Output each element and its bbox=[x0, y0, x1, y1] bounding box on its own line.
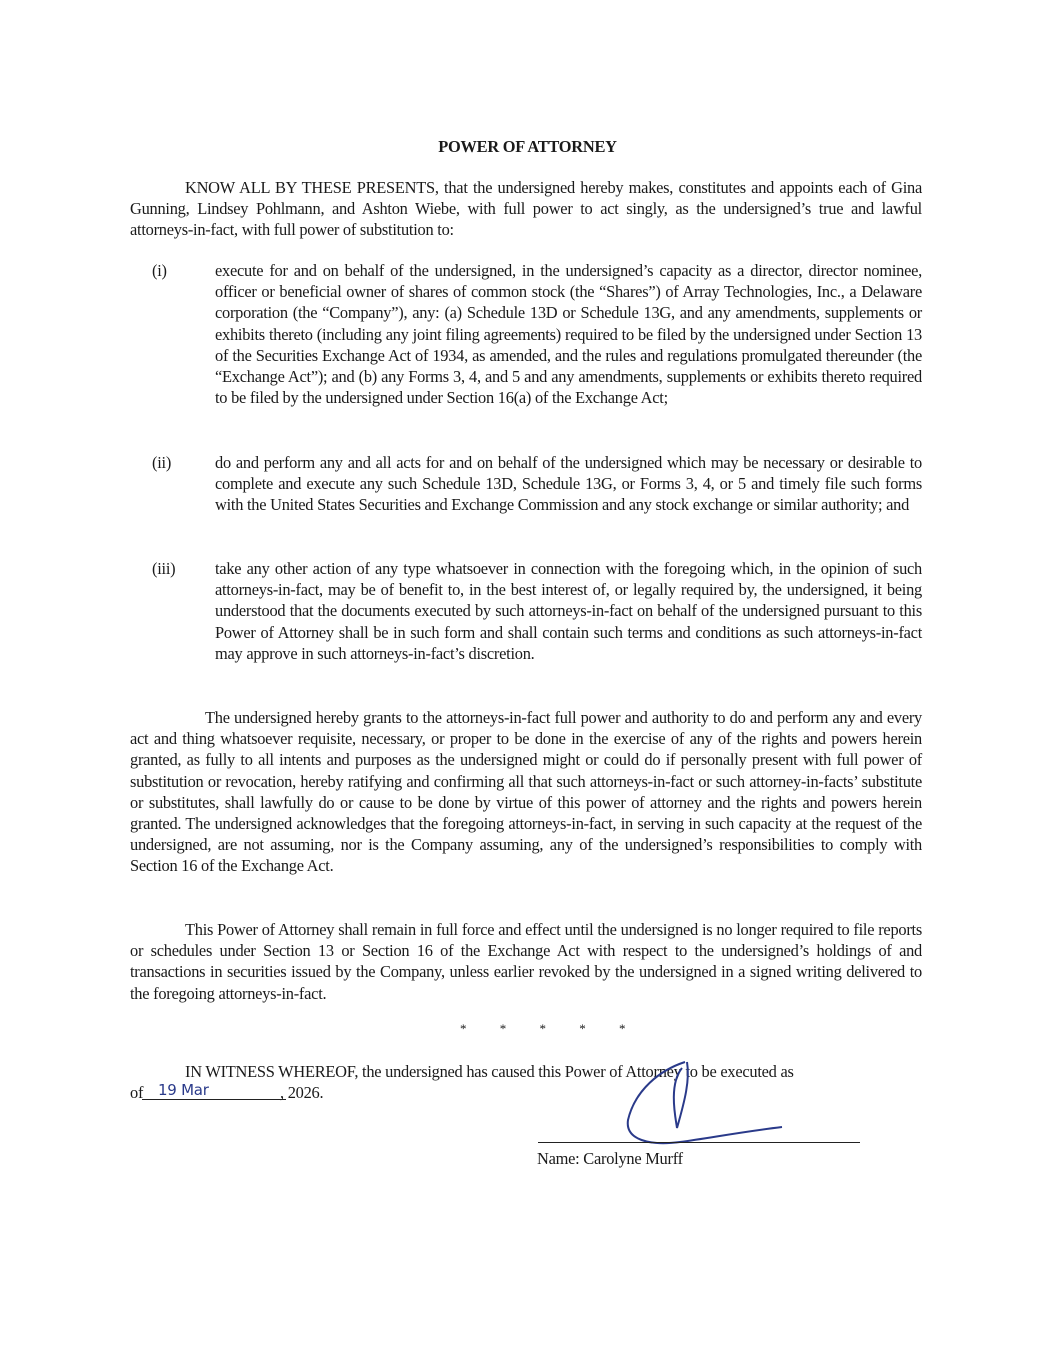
item-number: (ii) bbox=[152, 453, 172, 472]
item-text: do and perform any and all acts for and on behalf of the undersigned which may be necessary or desirable to complete and execute any such Schedule 13D, Schedule 13G, or Forms 3, 4, or 5 and timely file such forms with the United States Securities and Exchange Commission and any stock exchange or similar authority; and bbox=[215, 453, 922, 515]
signatory-name: Name: Carolyne Murff bbox=[537, 1149, 683, 1168]
section-separator: * * * * * bbox=[460, 1021, 641, 1036]
signature-line bbox=[538, 1142, 860, 1143]
year-text: , 2026. bbox=[280, 1083, 324, 1103]
witness-line: IN WITNESS WHEREOF, the undersigned has caused this Power of Attorney to be executed as bbox=[185, 1062, 794, 1081]
document-title: POWER OF ATTORNEY bbox=[438, 137, 617, 156]
duration-paragraph: This Power of Attorney shall remain in full force and effect until the undersigned is no longer required to file reports or schedules under Section 13 or Section 16 of the Exchange Act with respect to the undersigned’s holdings of and transactions in securities issued by the Company, unless earlier revoked by the undersigned in a signed writing delivered to the foregoing attorneys-in-fact. bbox=[130, 920, 922, 1003]
grant-paragraph: The undersigned hereby grants to the attorneys-in-fact full power and authority to do and perform any and every act and thing whatsoever requisite, necessary, or proper to be done in the exercise of any of the rights and powers herein granted, as fully to all intents and purposes as the undersigned might or could do if personally present with full power of substitution or revocation, hereby ratifying and confirming all that such attorneys-in-fact or such attorney-in-facts’ substitute or substitutes, shall lawfully do or cause to be done by virtue of this power of attorney and the rights and powers herein granted. The undersigned acknowledges that the foregoing attorneys-in-fact, in serving in such capacity at the request of the undersigned, are not assuming, nor is the Company assuming, any of the undersigned’s responsibilities to comply with Section 16 of the Exchange Act. bbox=[130, 708, 922, 876]
list-item bbox=[152, 260, 922, 408]
list-item bbox=[152, 558, 922, 664]
list-item bbox=[152, 452, 922, 516]
item-text: execute for and on behalf of the undersigned, in the undersigned’s capacity as a director, director nominee, officer or beneficial owner of shares of common stock (the “Shares”) of Array Technologies, Inc., a Delaware corporation (the “Company”), any: (a) Schedule 13D or Schedule 13G, and any amendments, supplements or exhibits thereto (including any joint filing agreements) required to be filed by the undersigned under Section 13 of the Securities Exchange Act of 1934, as amended, and the rules and regulations promulgated thereunder (the “Exchange Act”); and (b) any Forms 3, 4, and 5 and any amendments, supplements or exhibits thereto required to be filed by the undersigned under Section 16(a) of the Exchange Act; bbox=[215, 261, 922, 408]
item-number: (i) bbox=[152, 261, 167, 280]
intro-paragraph: KNOW ALL BY THESE PRESENTS, that the undersigned hereby makes, constitutes and appoints each of Gina Gunning, Lindsey Pohlmann, and Ashton Wiebe, with full power to act singly, as the undersigned’s true and lawful attorneys-in-fact, with full power of substitution to: bbox=[130, 178, 922, 240]
of-label: of bbox=[130, 1083, 144, 1103]
item-number: (iii) bbox=[152, 559, 176, 578]
handwritten-date: 19 Mar bbox=[142, 1081, 286, 1100]
signature-image bbox=[590, 1050, 800, 1150]
item-text: take any other action of any type whatsoever in connection with the foregoing which, in the opinion of such attorneys-in-fact, may be of benefit to, in the best interest of, or legally required by, the undersigned, it being understood that the documents executed by such attorneys-in-fact on behalf of the undersigned pursuant to this Power of Attorney shall be in such form and shall contain such terms and conditions as such attorneys-in-fact may approve in such attorneys-in-fact’s discretion. bbox=[215, 559, 922, 663]
